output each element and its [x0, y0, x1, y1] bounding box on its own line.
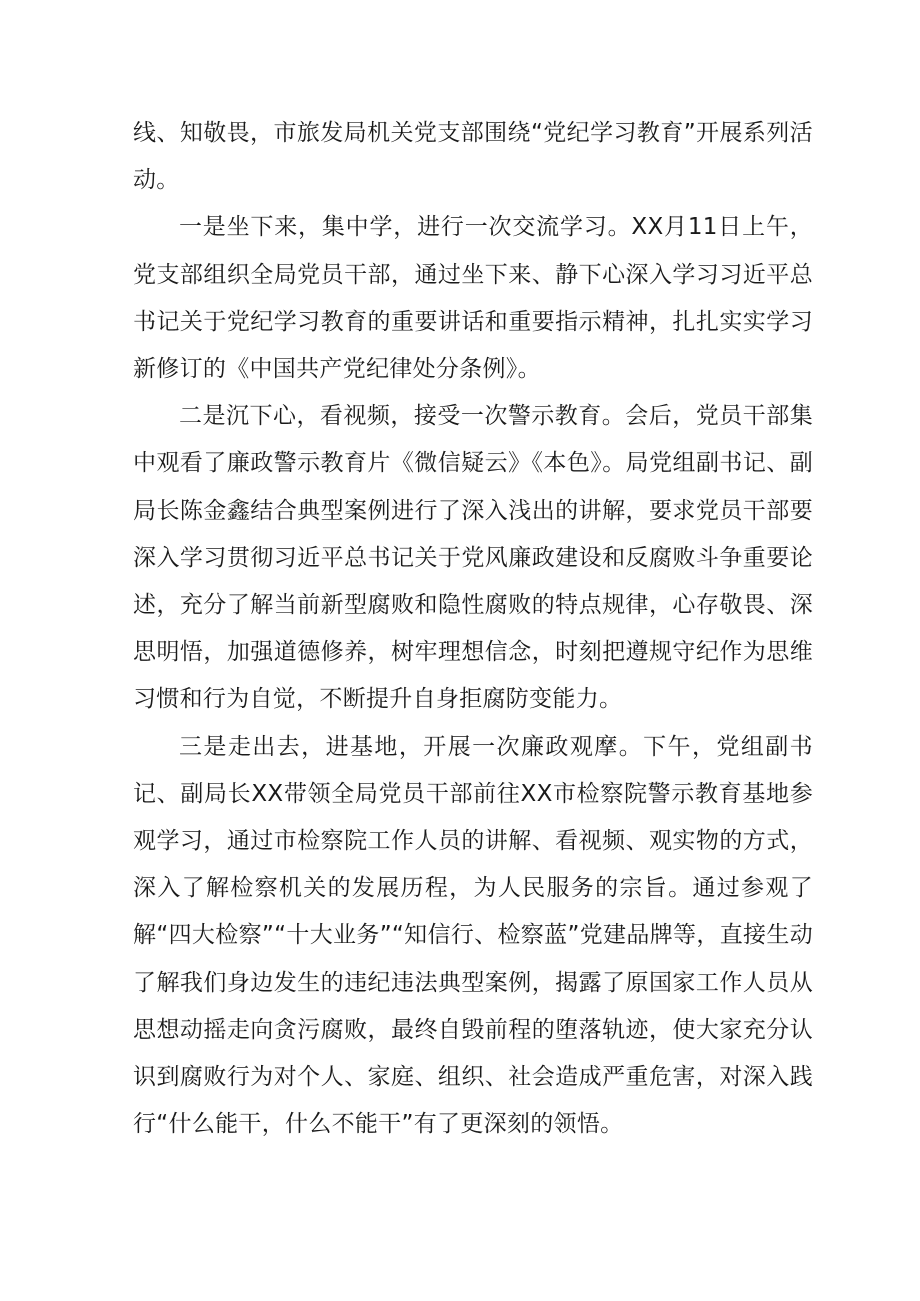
paragraph-point-two: 二是沉下心，看视频，接受一次警示教育。会后，党员干部集中观看了廉政警示教育片《微信疑云》《本色》。局党组副书记、副局长陈金鑫结合典型案例进行了深入浅出的讲解，要求党员干部要深入学习贯彻习近平总书记关于党风廉政建设和反腐败斗争重要论述，充分了解当前新型腐败和隐性腐败的特点规律，心存敬畏、深思明悟，加强道德修养，树牢理想信念，时刻把遵规守纪作为思维习惯和行为自觉，不断提升自身拒腐防变能力。 — [133, 403, 813, 713]
paragraph-continuation: 线、知敬畏，市旅发局机关党支部围绕“党纪学习教育”开展系列活动。 — [133, 120, 813, 194]
paragraph-point-three: 三是走出去，进基地，开展一次廉政观摩。下午，党组副书记、副局长XX带领全局党员干部前往XX市检察院警示教育基地参观学习，通过市检察院工作人员的讲解、看视频、观实物的方式，深入了解检察机关的发展历程，为人民服务的宗旨。通过参观了解“四大检察”“十大业务”“知信行、检察蓝”党建品牌等，直接生动了解我们身边发生的违纪违法典型案例，揭露了原国家工作人员从思想动摇走向贪污腐败，最终自毁前程的堕落轨迹，使大家充分认识到腐败行为对个人、家庭、组织、社会造成严重危害，对深入践行“什么能干，什么不能干”有了更深刻的领悟。 — [133, 733, 813, 1138]
paragraph-point-one: 一是坐下来，集中学，进行一次交流学习。XX月11日上午，党支部组织全局党员干部，通过坐下来、静下心深入学习习近平总书记关于党纪学习教育的重要讲话和重要指示精神，扎扎实实学习新修订的《中国共产党纪律处分条例》。 — [133, 214, 813, 383]
document-body — [133, 110, 813, 1148]
